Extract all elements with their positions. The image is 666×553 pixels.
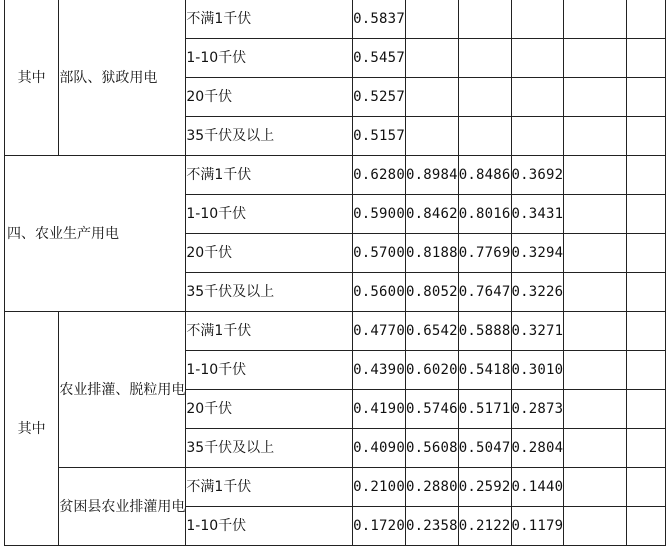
value-cell	[564, 234, 627, 273]
value-cell: 0.2804	[511, 429, 564, 468]
table-row	[5, 468, 666, 507]
voltage-cell: 不满1千伏	[186, 312, 353, 351]
value-cell: 0.2358	[405, 507, 458, 546]
value-cell	[511, 39, 564, 78]
value-cell: 0.7647	[458, 273, 511, 312]
value-cell: 0.3226	[511, 273, 564, 312]
value-cell	[564, 156, 627, 195]
value-cell: 0.6020	[405, 351, 458, 390]
value-cell	[564, 273, 627, 312]
value-cell	[564, 39, 627, 78]
value-cell: 0.5157	[353, 117, 406, 156]
value-cell: 0.5418	[458, 351, 511, 390]
voltage-cell: 20千伏	[186, 234, 353, 273]
value-cell	[458, 39, 511, 78]
value-cell	[564, 429, 627, 468]
voltage-cell: 不满1千伏	[186, 156, 353, 195]
value-cell: 0.2592	[458, 468, 511, 507]
value-cell	[627, 78, 666, 117]
voltage-cell: 1-10千伏	[186, 507, 353, 546]
value-cell	[627, 312, 666, 351]
voltage-cell: 35千伏及以上	[186, 429, 353, 468]
value-cell	[405, 78, 458, 117]
value-cell: 0.3692	[511, 156, 564, 195]
value-cell	[627, 468, 666, 507]
value-cell	[564, 390, 627, 429]
value-cell	[564, 312, 627, 351]
category-cell: 其中	[5, 312, 59, 546]
value-cell	[511, 78, 564, 117]
value-cell: 0.4770	[353, 312, 406, 351]
voltage-cell: 20千伏	[186, 78, 353, 117]
subcategory-cell: 贫困县农业排灌用电	[59, 468, 186, 546]
value-cell: 0.4190	[353, 390, 406, 429]
value-cell	[405, 0, 458, 39]
value-cell	[564, 78, 627, 117]
table-row	[5, 156, 666, 195]
table-row	[5, 0, 666, 39]
value-cell	[627, 195, 666, 234]
voltage-cell: 1-10千伏	[186, 351, 353, 390]
voltage-cell: 1-10千伏	[186, 195, 353, 234]
value-cell	[627, 0, 666, 39]
value-cell: 0.5600	[353, 273, 406, 312]
value-cell	[458, 117, 511, 156]
category-cell: 四、农业生产用电	[5, 156, 186, 312]
value-cell	[511, 117, 564, 156]
value-cell: 0.8486	[458, 156, 511, 195]
value-cell	[511, 0, 564, 39]
value-cell	[564, 468, 627, 507]
value-cell: 0.8462	[405, 195, 458, 234]
subcategory-cell: 农业排灌、脱粒用电	[59, 312, 186, 468]
value-cell: 0.2122	[458, 507, 511, 546]
value-cell: 0.5900	[353, 195, 406, 234]
voltage-cell: 20千伏	[186, 390, 353, 429]
value-cell	[627, 273, 666, 312]
value-cell: 0.5746	[405, 390, 458, 429]
value-cell: 0.3271	[511, 312, 564, 351]
value-cell: 0.4390	[353, 351, 406, 390]
value-cell: 0.3294	[511, 234, 564, 273]
value-cell: 0.1179	[511, 507, 564, 546]
value-cell: 0.8052	[405, 273, 458, 312]
value-cell	[627, 390, 666, 429]
value-cell	[627, 351, 666, 390]
value-cell: 0.6280	[353, 156, 406, 195]
value-cell: 0.8188	[405, 234, 458, 273]
value-cell: 0.5257	[353, 78, 406, 117]
value-cell	[627, 39, 666, 78]
voltage-cell: 不满1千伏	[186, 0, 353, 39]
value-cell: 0.5608	[405, 429, 458, 468]
value-cell: 0.8984	[405, 156, 458, 195]
value-cell: 0.5047	[458, 429, 511, 468]
table-row	[5, 312, 666, 351]
value-cell	[458, 78, 511, 117]
value-cell	[627, 156, 666, 195]
value-cell	[564, 195, 627, 234]
value-cell: 0.7769	[458, 234, 511, 273]
voltage-cell: 不满1千伏	[186, 468, 353, 507]
value-cell: 0.5700	[353, 234, 406, 273]
voltage-cell: 35千伏及以上	[186, 117, 353, 156]
value-cell: 0.6542	[405, 312, 458, 351]
value-cell	[627, 234, 666, 273]
value-cell	[564, 0, 627, 39]
value-cell	[564, 507, 627, 546]
value-cell	[627, 429, 666, 468]
value-cell	[458, 0, 511, 39]
category-cell: 其中	[5, 0, 59, 156]
value-cell	[627, 117, 666, 156]
value-cell: 0.8016	[458, 195, 511, 234]
value-cell	[405, 117, 458, 156]
value-cell: 0.5171	[458, 390, 511, 429]
value-cell: 0.5888	[458, 312, 511, 351]
value-cell: 0.2873	[511, 390, 564, 429]
value-cell: 0.5837	[353, 0, 406, 39]
subcategory-cell: 部队、狱政用电	[59, 0, 186, 156]
voltage-cell: 1-10千伏	[186, 39, 353, 78]
value-cell	[564, 117, 627, 156]
value-cell	[405, 39, 458, 78]
voltage-cell: 35千伏及以上	[186, 273, 353, 312]
value-cell: 0.4090	[353, 429, 406, 468]
value-cell: 0.5457	[353, 39, 406, 78]
value-cell	[564, 351, 627, 390]
value-cell: 0.3010	[511, 351, 564, 390]
tariff-table	[4, 0, 666, 546]
value-cell: 0.3431	[511, 195, 564, 234]
value-cell: 0.2100	[353, 468, 406, 507]
value-cell	[627, 507, 666, 546]
value-cell: 0.1720	[353, 507, 406, 546]
value-cell: 0.1440	[511, 468, 564, 507]
value-cell: 0.2880	[405, 468, 458, 507]
